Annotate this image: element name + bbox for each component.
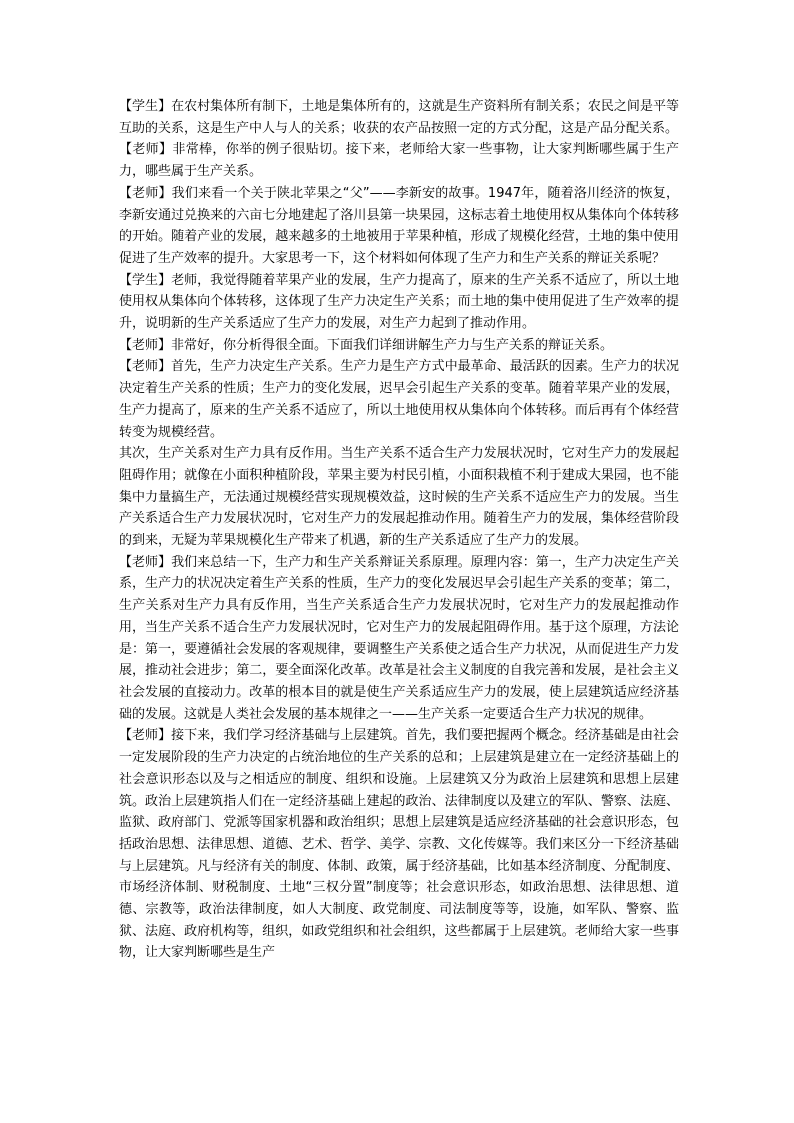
paragraph-teacher-productivity-decides: 【老师】首先，生产力决定生产关系。生产力是生产方式中最革命、最活跃的因素。生产力的状况决定着生产关系的性质；生产力的变化发展，迟早会引起生产关系的变革。随着苹果产业的发展，生产力提高了，原来的生产关系不适应了，所以土地使用权从集体向个体转移。而后再有个体经营转变为规模经营。 — [119, 359, 679, 440]
paragraph-teacher-praise-task: 【老师】非常棒，你举的例子很贴切。接下来，老师给大家一些事物，让大家判断哪些属于生产力，哪些属于生产关系。 — [119, 142, 679, 180]
paragraph-teacher-economic-base: 【老师】接下来，我们学习经济基础与上层建筑。首先，我们要把握两个概念。经济基础是由社会一定发展阶段的生产力决定的占统治地位的生产关系的总和；上层建筑是建立在一定经济基础上的社会意识形态以及与之相适应的制度、组织和设施。上层建筑又分为政治上层建筑和思想上层建筑。政治上层建筑指人们在一定经济基础上建起的政治、法律制度以及建立的军队、警察、法庭、监狱、政府部门、党派等国家机器和政治组织；思想上层建筑是适应经济基础的社会意识形态，包括政治思想、法律思想、道德、艺术、哲学、美学、宗教、文化传媒等。我们来区分一下经济基础与上层建筑。凡与经济有关的制度、体制、政策，属于经济基础，比如基本经济制度、分配制度、市场经济体制、财税制度、土地“三权分置”制度等；社会意识形态，如政治思想、法律思想、道德、宗教等，政治法律制度，如人大制度、政党制度、司法制度等等，设施，如军队、警察、监狱、法庭、政府机构等，组织，如政党组织和社会组织，这些都属于上层建筑。老师给大家一些事物，让大家判断哪些是生产 — [119, 728, 679, 961]
paragraph-student-analysis: 【学生】老师，我觉得随着苹果产业的发展，生产力提高了，原来的生产关系不适应了，所以土地使用权从集体向个体转移，这体现了生产力决定生产关系；而土地的集中使用促进了生产效率的提升，说明新的生产关系适应了生产力的发展，对生产力起到了推动作用。 — [119, 272, 679, 332]
paragraph-teacher-transition: 【老师】非常好，你分析得很全面。下面我们详细讲解生产力与生产关系的辩证关系。 — [119, 337, 614, 353]
document-page — [119, 96, 679, 964]
paragraph-relations-react-on-productivity: 其次，生产关系对生产力具有反作用。当生产关系不适合生产力发展状况时，它对生产力的发展起阻碍作用；就像在小面积种植阶段，苹果主要为村民引植，小面积栽植不利于建成大果园，也不能集中力量搞生产，无法通过规模经营实现规模效益，这时候的生产关系不适应生产力的发展。当生产关系适合生产力发展状况时，它对生产力的发展起推动作用。随着生产力的发展，集体经营阶段的到来，无疑为苹果规模化生产带来了机遇，新的生产关系适应了生产力的发展。 — [119, 446, 679, 549]
paragraph-teacher-summary: 【老师】我们来总结一下，生产力和生产关系辩证关系原理。原理内容：第一，生产力决定生产关系，生产力的状况决定着生产关系的性质，生产力的变化发展迟早会引起生产关系的变革；第二，生产关系对生产力具有反作用，当生产关系适合生产力发展状况时，它对生产力的发展起推动作用，当生产关系不适合生产力发展状况时，它对生产力的发展起阻碍作用。基于这个原理，方法论是：第一，要遵循社会发展的客观规律，要调整生产关系使之适合生产力状况，从而促进生产力发展，推动社会进步；第二，要全面深化改革。改革是社会主义制度的自我完善和发展，是社会主义社会发展的直接动力。改革的根本目的就是使生产关系适应生产力的发展，使上层建筑适应经济基础的发展。这就是人类社会发展的基本规律之一——生产关系一定要适合生产力状况的规律。 — [119, 554, 679, 722]
paragraph-teacher-li-xinan-story: 【老师】我们来看一个关于陕北苹果之“父”——李新安的故事。1947年，随着洛川经济的恢复，李新安通过兑换来的六亩七分地建起了洛川县第一块果园，这标志着土地使用权从集体向个体转移的开始。随着产业的发展，越来越多的土地被用于苹果种植，形成了规模化经营，土地的集中使用促进了生产效率的提升。大家思考一下，这个材料如何体现了生产力和生产关系的辩证关系呢？ — [119, 185, 679, 266]
paragraph-student-collective-ownership: 【学生】在农村集体所有制下，土地是集体所有的，这就是生产资料所有制关系；农民之间是平等互助的关系，这是生产中人与人的关系；收获的农产品按照一定的方式分配，这是产品分配关系。 — [119, 99, 679, 136]
